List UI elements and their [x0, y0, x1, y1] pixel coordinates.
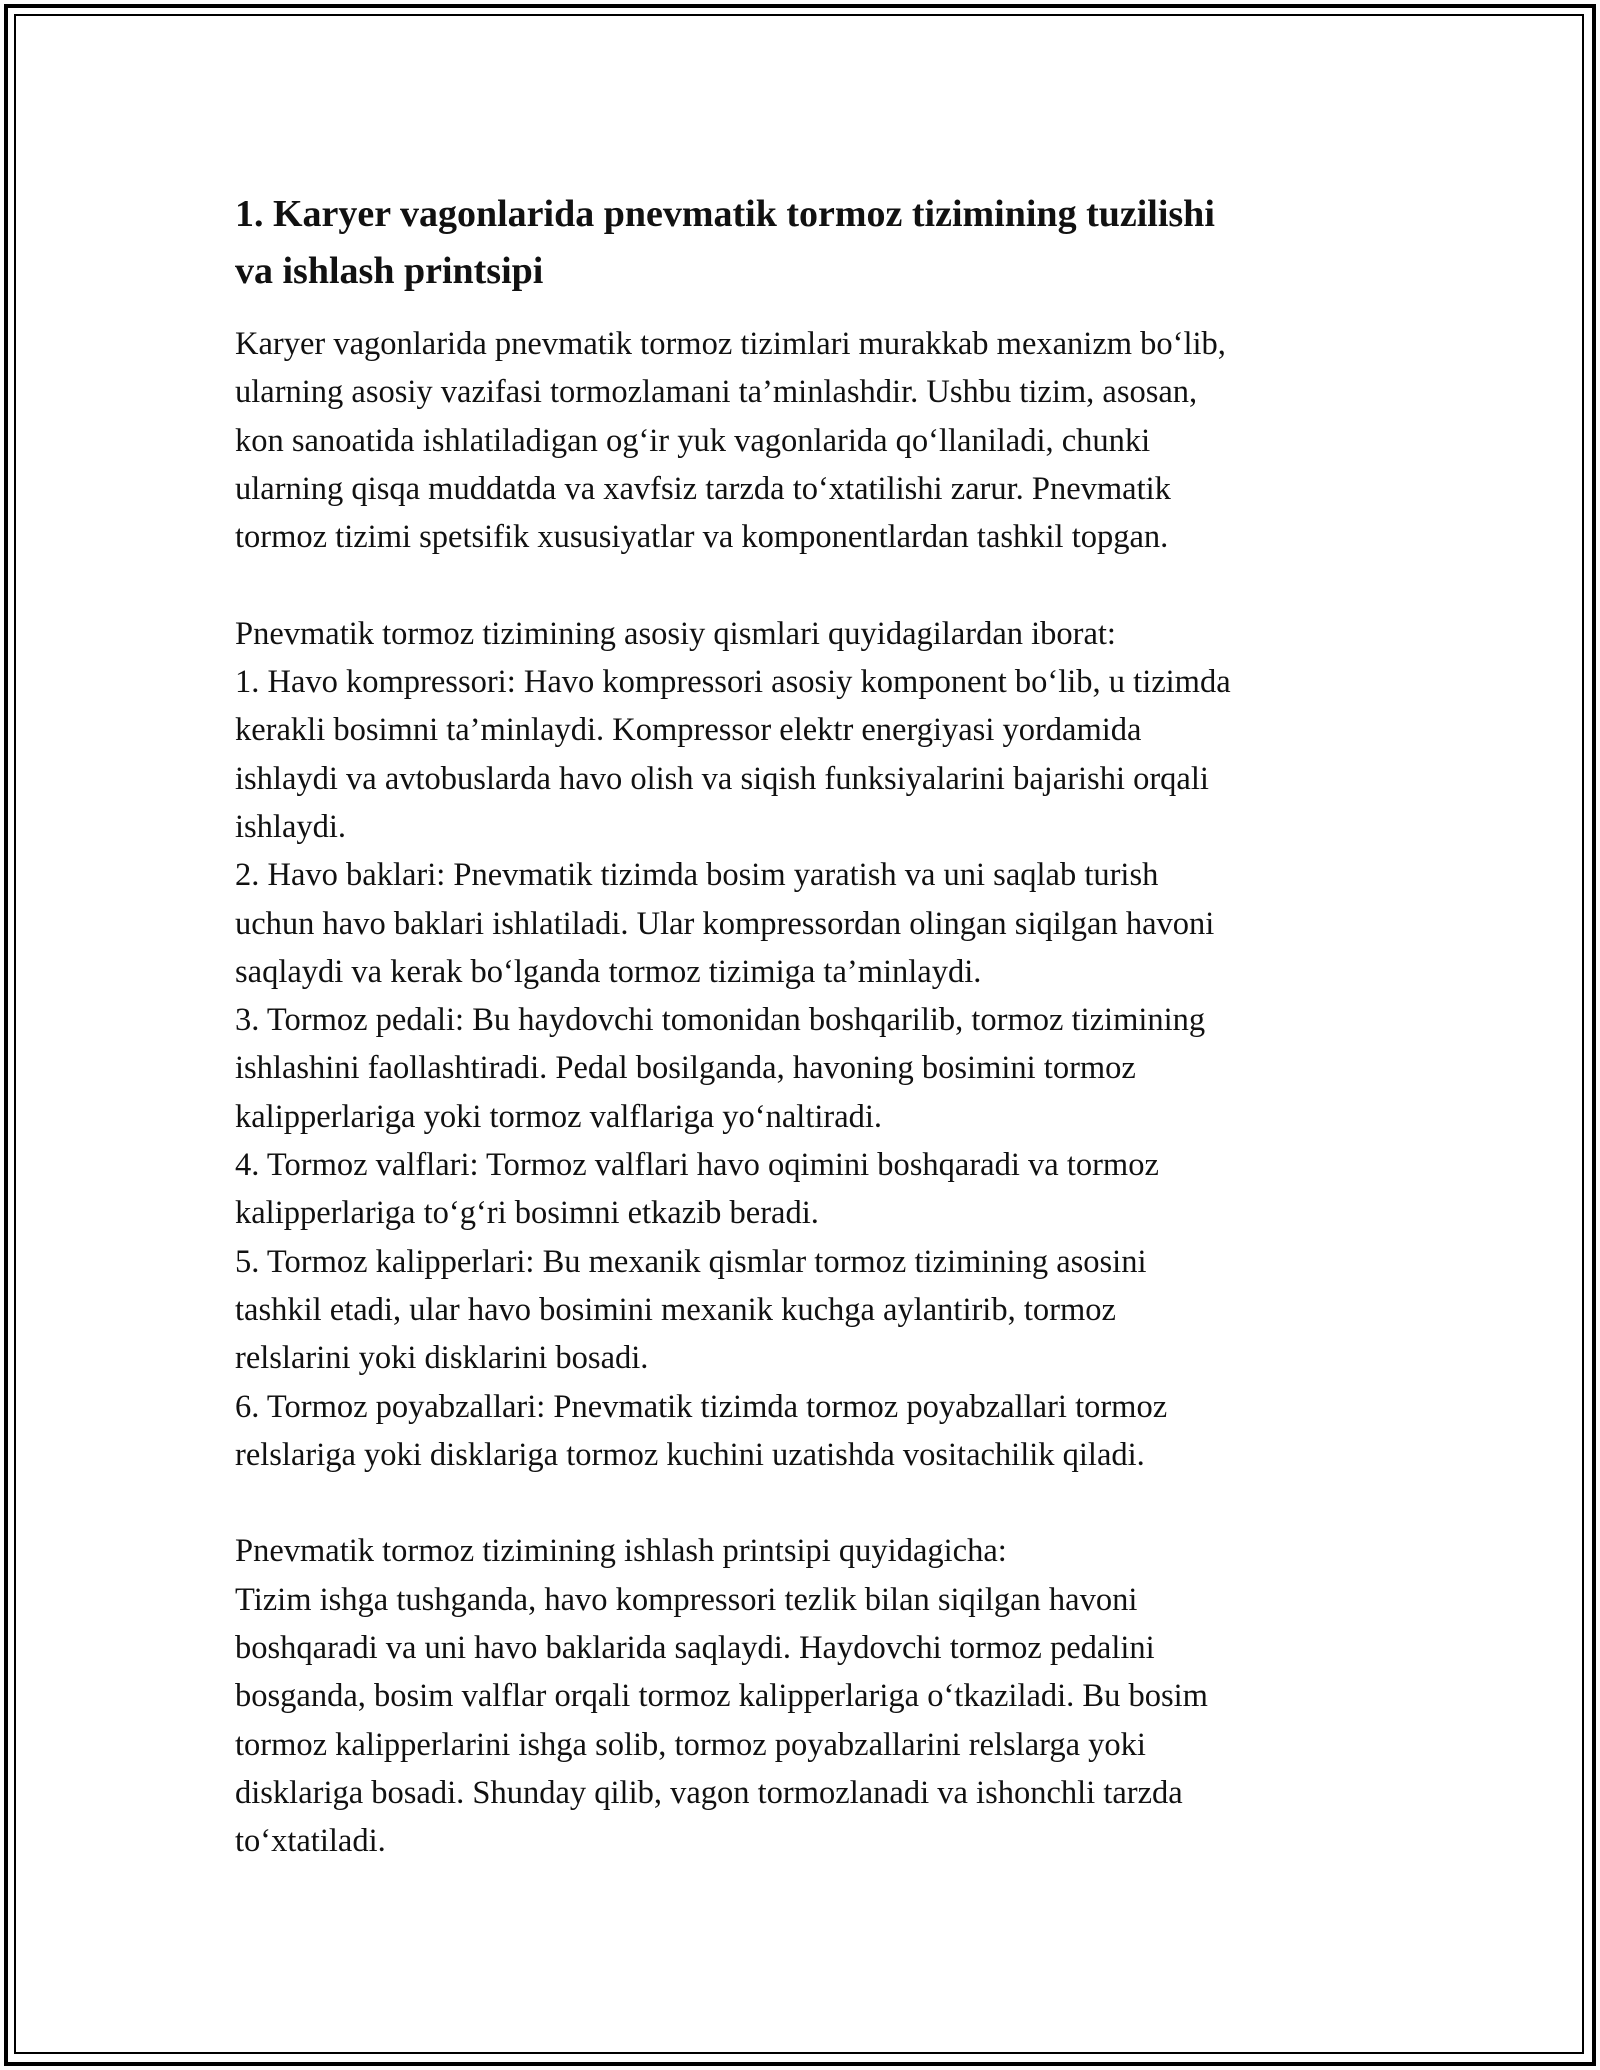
text-line: tashkil etadi, ular havo bosimini mexanik kuchga aylantirib, tormoz	[235, 1291, 1116, 1328]
text-line: Pnevmatik tormoz tizimining ishlash printsipi quyidagicha:	[235, 1533, 1007, 1570]
list-item-line: 4. Tormoz valflari: Tormoz valflari havo oqimini boshqaradi va tormoz	[235, 1147, 1159, 1184]
list-item-line: 1. Havo kompressori: Havo kompressori asosiy komponent bo‘lib, u tizimda	[235, 664, 1231, 701]
heading-line: 1. Karyer vagonlarida pnevmatik tormoz tizimining tuzilishi	[235, 193, 1215, 235]
list-item-line: 2. Havo baklari: Pnevmatik tizimda bosim yaratish va uni saqlab turish	[235, 857, 1159, 894]
text-line: Tizim ishga tushganda, havo kompressori tezlik bilan siqilgan havoni	[235, 1581, 1138, 1618]
components-paragraph	[235, 610, 1370, 1479]
list-item-line: 3. Tormoz pedali: Bu haydovchi tomonidan boshqarilib, tormoz tizimining	[235, 1002, 1206, 1039]
text-line: Karyer vagonlarida pnevmatik tormoz tizimlari murakkab mexanizm bo‘lib,	[235, 326, 1226, 362]
text-line: ishlaydi.	[235, 808, 347, 845]
heading-line: va ishlash printsipi	[235, 250, 544, 292]
text-line: kerakli bosimni ta’minlaydi. Kompressor elektr energiyasi yordamida	[235, 712, 1142, 749]
text-line: kalipperlariga to‘g‘ri bosimni etkazib beradi.	[235, 1195, 819, 1232]
principle-paragraph	[235, 1527, 1370, 1865]
text-line: ishlashini faollashtiradi. Pedal bosilganda, havoning bosimini tormoz	[235, 1050, 1136, 1087]
text-line: tormoz kalipperlarini ishga solib, tormoz poyabzallarini relslarga yoki	[235, 1726, 1146, 1763]
text-line: bosganda, bosim valflar orqali tormoz kalipperlariga o‘tkaziladi. Bu bosim	[235, 1678, 1208, 1715]
text-line: kalipperlariga yoki tormoz valflariga yo‘naltiradi.	[235, 1098, 883, 1135]
text-line: ularning qisqa muddatda va xavfsiz tarzda to‘xtatilishi zarur. Pnevmatik	[235, 470, 1171, 507]
text-line: tormoz tizimi spetsifik xususiyatlar va komponentlardan tashkil topgan.	[235, 519, 1169, 556]
text-line: relslarini yoki disklarini bosadi.	[235, 1340, 649, 1377]
text-line: Pnevmatik tormoz tizimining asosiy qismlari quyidagilardan iborat:	[235, 615, 1116, 652]
text-line: relslariga yoki disklariga tormoz kuchini uzatishda vositachilik qiladi.	[235, 1436, 1145, 1473]
text-line: to‘xtatiladi.	[235, 1823, 386, 1860]
paragraph-gap	[235, 1479, 1370, 1527]
text-line: ishlaydi va avtobuslarda havo olish va siqish funksiyalarini bajarishi orqali	[235, 760, 1209, 797]
text-line: saqlaydi va kerak bo‘lganda tormoz tizimiga ta’minlaydi.	[235, 953, 982, 990]
intro-paragraph	[235, 320, 1370, 561]
text-line: disklariga bosadi. Shunday qilib, vagon tormozlanadi va ishonchli tarzda	[235, 1774, 1183, 1811]
text-line: boshqaradi va uni havo baklarida saqlaydi. Haydovchi tormoz pedalini	[235, 1630, 1155, 1667]
text-line: kon sanoatida ishlatiladigan og‘ir yuk vagonlarida qo‘llaniladi, chunki	[235, 422, 1151, 459]
list-item-line: 5. Tormoz kalipperlari: Bu mexanik qismlar tormoz tizimining asosini	[235, 1243, 1147, 1280]
paragraph-gap	[235, 561, 1370, 609]
section-heading	[235, 186, 1370, 300]
text-line: ularning asosiy vazifasi tormozlamani ta’minlashdir. Ushbu tizim, asosan,	[235, 374, 1198, 411]
list-item-line: 6. Tormoz poyabzallari: Pnevmatik tizimda tormoz poyabzallari tormoz	[235, 1388, 1168, 1425]
text-line: uchun havo baklari ishlatiladi. Ular kompressordan olingan siqilgan havoni	[235, 905, 1215, 942]
document-body	[235, 186, 1370, 1866]
